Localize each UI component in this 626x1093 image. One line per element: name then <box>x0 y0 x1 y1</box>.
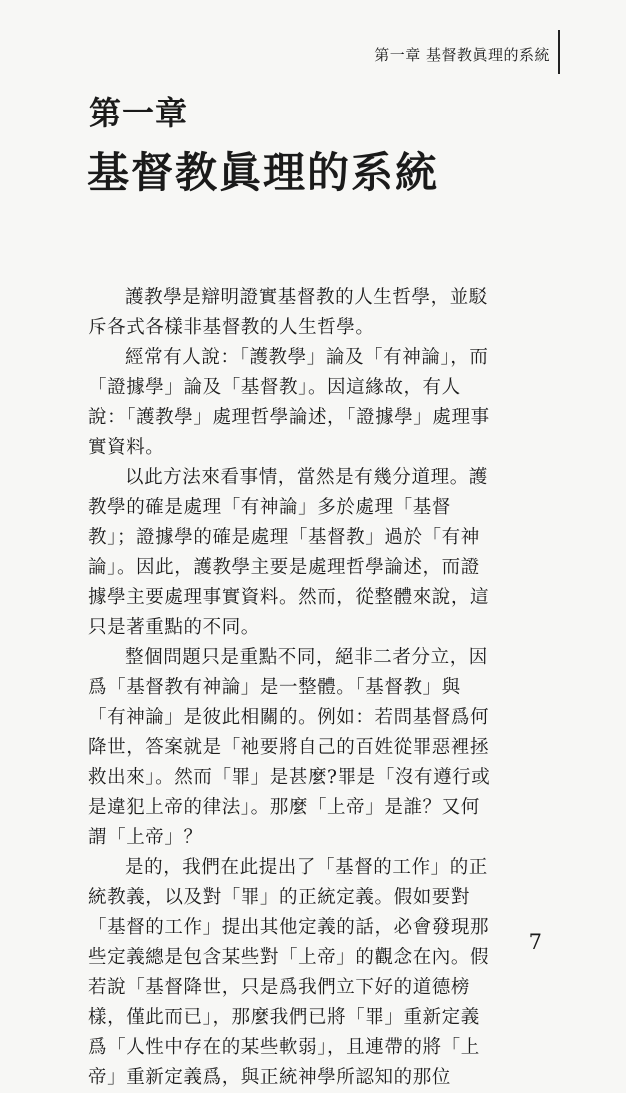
running-head: 第一章 基督教眞理的系統 <box>374 46 550 64</box>
page-number: 7 <box>528 930 542 954</box>
running-head-rule <box>558 30 560 74</box>
paragraph: 是的，我們在此提出了「基督的工作」的正統教義，以及對「罪」的正統定義。假如要對「基督的工作」提出其他定義的話，必會發現那些定義總是包含某些對「上帝」的觀念在內。假若說「基督降世，只是爲我們立下好的道德榜樣，僅此而已」，那麼我們已將「罪」重新定義爲「人性中存在的某些軟弱」，且連帶的將「上帝」重新定義爲，與正統神學所認知的那位 <box>88 857 490 1088</box>
paragraph: 護教學是辯明證實基督教的人生哲學，並駁斥各式各樣非基督教的人生哲學。 <box>88 287 488 338</box>
paragraph: 整個問題只是重點不同，絕非二者分立，因爲「基督教有神論」是一整體。「基督教」與「有神論」是彼此相關的。例如：若問基督爲何降世，答案就是「祂要將自己的百姓從罪惡裡拯救出來」。然而「罪」是甚麼?罪是「沒有遵行或是違犯上帝的律法」。那麼「上帝」是誰？又何謂「上帝」？ <box>88 647 491 848</box>
chapter-title: 基督教眞理的系統 <box>87 148 440 197</box>
paragraph: 經常有人說：「護教學」論及「有神論」，而「證據學」論及「基督教」。因這緣故，有人說：「護教學」處理哲學論述，「證據學」處理事實資料。 <box>88 347 490 458</box>
body-text <box>88 283 498 1093</box>
paragraph: 以此方法來看事情，當然是有幾分道理。護教學的確是處理「有神論」多於處理「基督教」；證據學的確是處理「基督教」過於「有神論」。因此，護教學主要是處理哲學論述，而證據學主要處理事實資料。然而，從整體來說，這只是著重點的不同。 <box>88 467 490 638</box>
chapter-label: 第一章 <box>89 94 189 132</box>
